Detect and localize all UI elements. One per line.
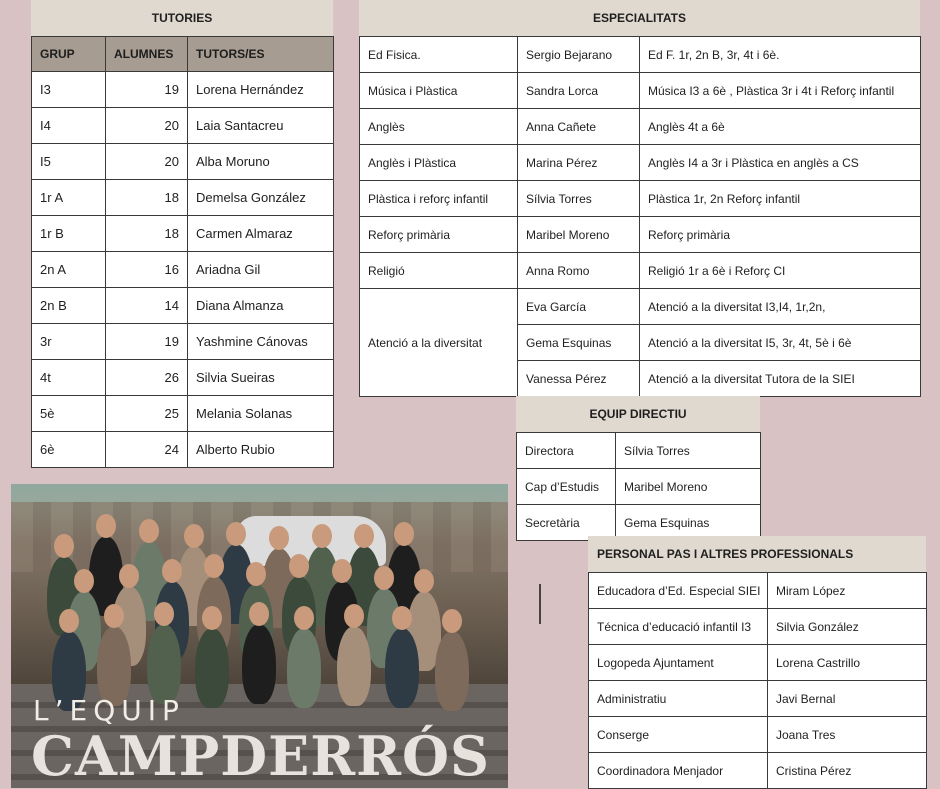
detail-cell: Música I3 a 6è , Plàstica 3r i 4t i Reforç infantil bbox=[640, 73, 921, 109]
personal-pas-table bbox=[588, 536, 926, 789]
name-cell: Gema Esquinas bbox=[616, 505, 761, 541]
teacher-cell: Marina Pérez bbox=[518, 145, 640, 181]
table-row bbox=[32, 252, 334, 288]
detail-cell: Ed F. 1r, 2n B, 3r, 4t i 6è. bbox=[640, 37, 921, 73]
detail-cell: Atenció a la diversitat I5, 3r, 4t, 5è i 6è bbox=[640, 325, 921, 361]
table-row bbox=[360, 109, 921, 145]
students-cell: 18 bbox=[106, 216, 188, 252]
role-cell: Logopeda Ajuntament bbox=[589, 645, 768, 681]
especialitats-table bbox=[359, 0, 920, 397]
photo-person bbox=[195, 628, 229, 708]
tutor-cell: Demelsa González bbox=[188, 180, 334, 216]
group-cell: 4t bbox=[32, 360, 106, 396]
photo-person-head bbox=[392, 606, 412, 630]
photo-person-head bbox=[59, 609, 79, 633]
photo-person-head bbox=[249, 602, 269, 626]
students-cell: 18 bbox=[106, 180, 188, 216]
tutor-cell: Laia Santacreu bbox=[188, 108, 334, 144]
specialty-cell: Anglès bbox=[360, 109, 518, 145]
name-cell: Lorena Castrillo bbox=[768, 645, 927, 681]
table-row bbox=[32, 144, 334, 180]
photo-person-head bbox=[442, 609, 462, 633]
specialty-cell: Reforç primària bbox=[360, 217, 518, 253]
students-cell: 19 bbox=[106, 324, 188, 360]
group-cell: 5è bbox=[32, 396, 106, 432]
teacher-cell: Eva García bbox=[518, 289, 640, 325]
tutor-cell: Ariadna Gil bbox=[188, 252, 334, 288]
photo-person bbox=[242, 624, 276, 704]
col-tutors: TUTORS/ES bbox=[188, 37, 334, 72]
photo-person-head bbox=[269, 526, 289, 550]
table-row bbox=[32, 396, 334, 432]
specialty-cell: Anglès i Plàstica bbox=[360, 145, 518, 181]
table-row bbox=[589, 681, 927, 717]
photo-person-head bbox=[54, 534, 74, 558]
table-row bbox=[589, 753, 927, 789]
specialty-cell: Ed Fisica. bbox=[360, 37, 518, 73]
photo-person-head bbox=[184, 524, 204, 548]
teacher-cell: Sílvia Torres bbox=[518, 181, 640, 217]
detail-cell: Plàstica 1r, 2n Reforç infantil bbox=[640, 181, 921, 217]
name-cell: Miram López bbox=[768, 573, 927, 609]
table-row bbox=[589, 609, 927, 645]
table-row bbox=[32, 216, 334, 252]
photo-person-head bbox=[246, 562, 266, 586]
table-row bbox=[32, 72, 334, 108]
photo-person-head bbox=[162, 559, 182, 583]
photo-person-head bbox=[312, 524, 332, 548]
equip-directiu-title: EQUIP DIRECTIU bbox=[516, 396, 760, 432]
specialty-cell: Atenció a la diversitat bbox=[360, 289, 518, 397]
group-cell: I3 bbox=[32, 72, 106, 108]
detail-cell: Atenció a la diversitat Tutora de la SIEI bbox=[640, 361, 921, 397]
table-row bbox=[360, 181, 921, 217]
photo-person bbox=[385, 628, 419, 708]
students-cell: 24 bbox=[106, 432, 188, 468]
photo-person-head bbox=[374, 566, 394, 590]
teacher-cell: Gema Esquinas bbox=[518, 325, 640, 361]
group-cell: 2n A bbox=[32, 252, 106, 288]
table-row bbox=[589, 717, 927, 753]
photo-person-head bbox=[394, 522, 414, 546]
role-cell: Directora bbox=[517, 433, 616, 469]
col-alumnes: ALUMNES bbox=[106, 37, 188, 72]
photo-person-head bbox=[414, 569, 434, 593]
specialty-cell: Religió bbox=[360, 253, 518, 289]
role-cell: Secretària bbox=[517, 505, 616, 541]
tutor-cell: Yashmine Cánovas bbox=[188, 324, 334, 360]
tutories-title: TUTORIES bbox=[31, 0, 333, 36]
role-cell: Conserge bbox=[589, 717, 768, 753]
table-row bbox=[32, 180, 334, 216]
table-row bbox=[32, 108, 334, 144]
photo-caption-line2: CAMPDERRÓS bbox=[31, 724, 491, 788]
photo-person-head bbox=[344, 604, 364, 628]
photo-person-head bbox=[154, 602, 174, 626]
group-cell: 1r B bbox=[32, 216, 106, 252]
group-cell: I5 bbox=[32, 144, 106, 180]
students-cell: 26 bbox=[106, 360, 188, 396]
tutor-cell: Alberto Rubio bbox=[188, 432, 334, 468]
detail-cell: Anglès 4t a 6è bbox=[640, 109, 921, 145]
students-cell: 25 bbox=[106, 396, 188, 432]
photo-person-head bbox=[294, 606, 314, 630]
photo-person-head bbox=[119, 564, 139, 588]
table-row bbox=[32, 432, 334, 468]
table-row bbox=[360, 145, 921, 181]
group-cell: 6è bbox=[32, 432, 106, 468]
teacher-cell: Vanessa Pérez bbox=[518, 361, 640, 397]
photo-person bbox=[435, 631, 469, 711]
name-cell: Silvia González bbox=[768, 609, 927, 645]
students-cell: 16 bbox=[106, 252, 188, 288]
detail-cell: Reforç primària bbox=[640, 217, 921, 253]
name-cell: Sílvia Torres bbox=[616, 433, 761, 469]
teacher-cell: Anna Romo bbox=[518, 253, 640, 289]
col-grup: GRUP bbox=[32, 37, 106, 72]
table-row bbox=[360, 289, 921, 325]
photo-person-head bbox=[139, 519, 159, 543]
students-cell: 19 bbox=[106, 72, 188, 108]
personal-pas-title: PERSONAL PAS I ALTRES PROFESSIONALS bbox=[588, 536, 926, 572]
role-cell: Coordinadora Menjador bbox=[589, 753, 768, 789]
table-row bbox=[32, 360, 334, 396]
divider-line bbox=[539, 584, 541, 624]
table-row bbox=[360, 37, 921, 73]
role-cell: Técnica d’educació infantil I3 bbox=[589, 609, 768, 645]
students-cell: 14 bbox=[106, 288, 188, 324]
name-cell: Joana Tres bbox=[768, 717, 927, 753]
table-row bbox=[589, 573, 927, 609]
photo-person-head bbox=[204, 554, 224, 578]
tutor-cell: Lorena Hernández bbox=[188, 72, 334, 108]
photo-person-head bbox=[74, 569, 94, 593]
photo-person bbox=[147, 624, 181, 704]
photo-caption-line1: L’EQUIP bbox=[33, 694, 185, 727]
teacher-cell: Maribel Moreno bbox=[518, 217, 640, 253]
equip-directiu-table bbox=[516, 396, 760, 541]
group-cell: I4 bbox=[32, 108, 106, 144]
tutories-table bbox=[31, 0, 333, 468]
group-cell: 2n B bbox=[32, 288, 106, 324]
tutor-cell: Diana Almanza bbox=[188, 288, 334, 324]
table-row bbox=[517, 433, 761, 469]
table-row bbox=[32, 324, 334, 360]
specialty-cell: Plàstica i reforç infantil bbox=[360, 181, 518, 217]
role-cell: Educadora d’Ed. Especial SIEI bbox=[589, 573, 768, 609]
photo-person bbox=[337, 626, 371, 706]
photo-person-head bbox=[104, 604, 124, 628]
role-cell: Cap d’Estudis bbox=[517, 469, 616, 505]
especialitats-title: ESPECIALITATS bbox=[359, 0, 920, 36]
team-photo bbox=[11, 484, 508, 788]
tutor-cell: Melania Solanas bbox=[188, 396, 334, 432]
teacher-cell: Anna Cañete bbox=[518, 109, 640, 145]
table-row bbox=[32, 288, 334, 324]
tutor-cell: Silvia Sueiras bbox=[188, 360, 334, 396]
teacher-cell: Sandra Lorca bbox=[518, 73, 640, 109]
photo-person-head bbox=[289, 554, 309, 578]
students-cell: 20 bbox=[106, 108, 188, 144]
tutor-cell: Alba Moruno bbox=[188, 144, 334, 180]
table-row bbox=[360, 73, 921, 109]
group-cell: 3r bbox=[32, 324, 106, 360]
name-cell: Maribel Moreno bbox=[616, 469, 761, 505]
table-row bbox=[360, 217, 921, 253]
group-cell: 1r A bbox=[32, 180, 106, 216]
photo-person bbox=[287, 628, 321, 708]
detail-cell: Religió 1r a 6è i Reforç CI bbox=[640, 253, 921, 289]
teacher-cell: Sergio Bejarano bbox=[518, 37, 640, 73]
photo-person-head bbox=[226, 522, 246, 546]
table-row bbox=[589, 645, 927, 681]
photo-person-head bbox=[202, 606, 222, 630]
detail-cell: Anglès I4 a 3r i Plàstica en anglès a CS bbox=[640, 145, 921, 181]
role-cell: Administratiu bbox=[589, 681, 768, 717]
photo-person-head bbox=[332, 559, 352, 583]
photo-person-head bbox=[354, 524, 374, 548]
students-cell: 20 bbox=[106, 144, 188, 180]
name-cell: Javi Bernal bbox=[768, 681, 927, 717]
name-cell: Cristina Pérez bbox=[768, 753, 927, 789]
specialty-cell: Música i Plàstica bbox=[360, 73, 518, 109]
table-row bbox=[360, 253, 921, 289]
detail-cell: Atenció a la diversitat I3,I4, 1r,2n, bbox=[640, 289, 921, 325]
tutor-cell: Carmen Almaraz bbox=[188, 216, 334, 252]
photo-person-head bbox=[96, 514, 116, 538]
table-row bbox=[517, 469, 761, 505]
